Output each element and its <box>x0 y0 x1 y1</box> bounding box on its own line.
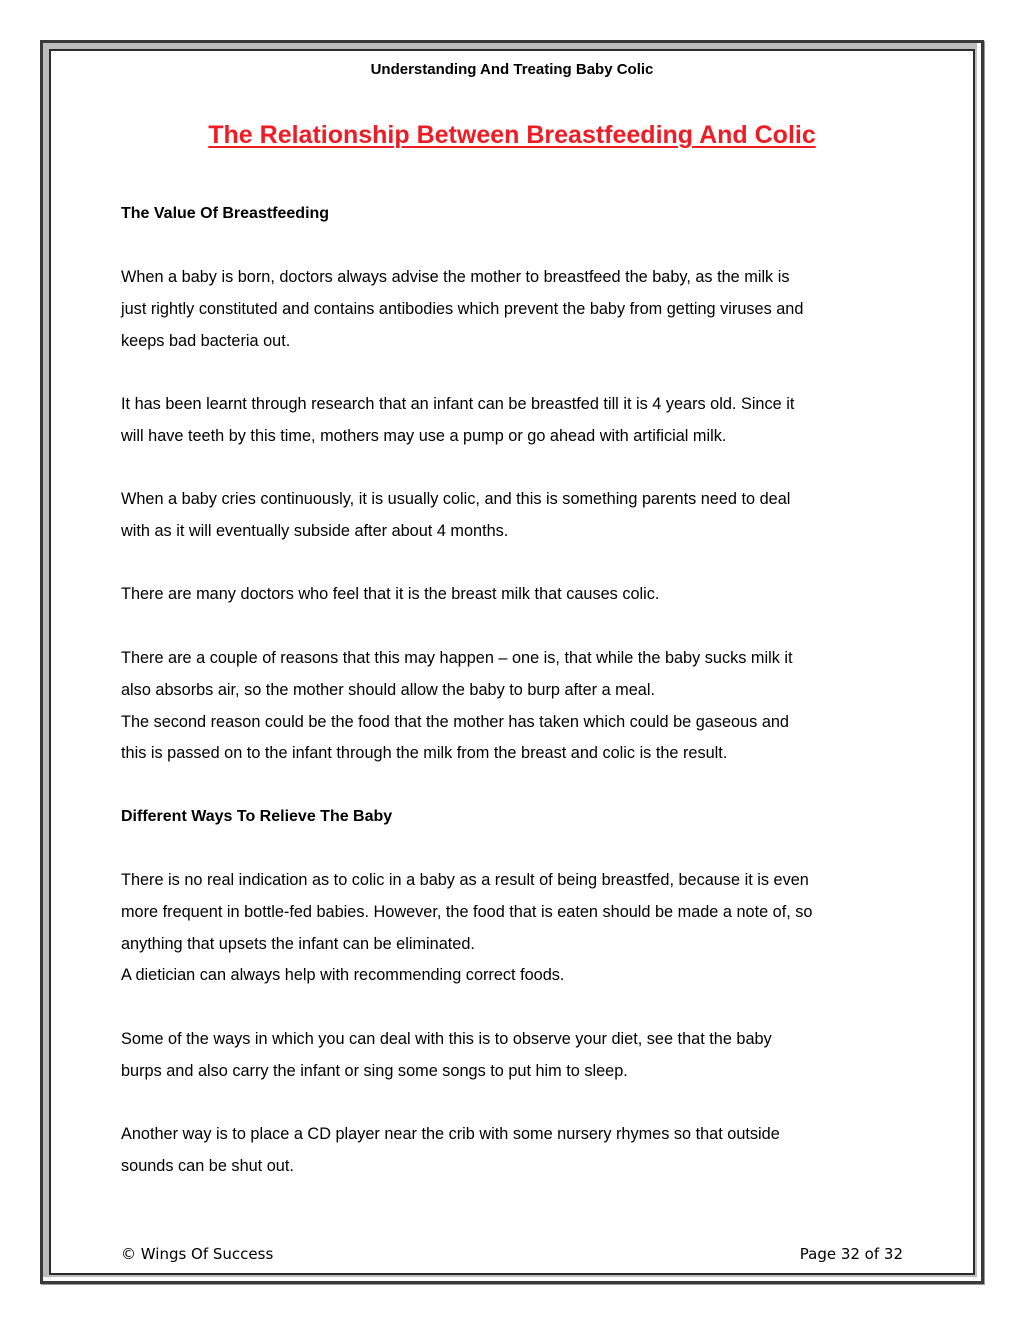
paragraph-line: The second reason could be the food that the mother has taken which could be gaseous and <box>121 712 789 731</box>
running-header: Understanding And Treating Baby Colic <box>370 61 654 78</box>
paragraph-line: When a baby is born, doctors always advise the mother to breastfeed the baby, as the milk is <box>121 268 790 286</box>
paragraph <box>121 484 911 548</box>
section-heading-value-of-breastfeeding: The Value Of Breastfeeding <box>121 205 330 222</box>
paragraph-line: Another way is to place a CD player near the crib with some nursery rhymes so that outside <box>121 1125 780 1143</box>
footer-page-number: Page 32 of 32 <box>799 1245 903 1263</box>
paragraph-line: A dietician can always help with recommending correct foods. <box>121 966 565 985</box>
page-title: The Relationship Between Breastfeeding And Colic <box>208 121 816 149</box>
paragraph <box>121 389 911 453</box>
paragraph-line: There are a couple of reasons that this may happen – one is, that while the baby sucks milk it <box>121 649 793 667</box>
paragraph-line: anything that upsets the infant can be eliminated. <box>121 934 475 953</box>
paragraph-line: with as it will eventually subside after about 4 months. <box>121 521 509 540</box>
paragraph-line: burps and also carry the infant or sing some songs to put him to sleep. <box>121 1061 628 1080</box>
paragraph <box>121 262 911 357</box>
paragraph-line: this is passed on to the infant through the milk from the breast and colic is the result. <box>121 744 728 763</box>
paragraph-line: There are many doctors who feel that it is the breast milk that causes colic. <box>121 585 660 603</box>
paragraph-line: When a baby cries continuously, it is usually colic, and this is something parents need to deal <box>121 490 791 508</box>
paragraph-line: keeps bad bacteria out. <box>121 331 291 350</box>
section-heading-ways-to-relieve: Different Ways To Relieve The Baby <box>121 808 393 825</box>
paragraph-line: more frequent in bottle-fed babies. However, the food that is eaten should be made a note of, so <box>121 902 813 921</box>
paragraph-line: Some of the ways in which you can deal with this is to observe your diet, see that the baby <box>121 1030 772 1048</box>
paragraph-line: sounds can be shut out. <box>121 1156 294 1175</box>
paragraph <box>121 643 911 770</box>
paragraph-line: There is no real indication as to colic in a baby as a result of being breastfed, because it is even <box>121 871 809 889</box>
paragraph-line: will have teeth by this time, mothers may use a pump or go ahead with artificial milk. <box>121 426 727 445</box>
paragraph <box>121 579 911 611</box>
paragraph-line: just rightly constituted and contains antibodies which prevent the baby from getting viruses and <box>121 299 804 318</box>
paragraph-line: also absorbs air, so the mother should allow the baby to burp after a meal. <box>121 680 655 699</box>
footer-copyright: © Wings Of Success <box>121 1245 274 1263</box>
paragraph <box>121 1024 911 1088</box>
paragraph <box>121 1119 911 1183</box>
paragraph <box>121 865 911 992</box>
paragraph-line: It has been learnt through research that an infant can be breastfed till it is 4 years old. Since it <box>121 395 795 413</box>
